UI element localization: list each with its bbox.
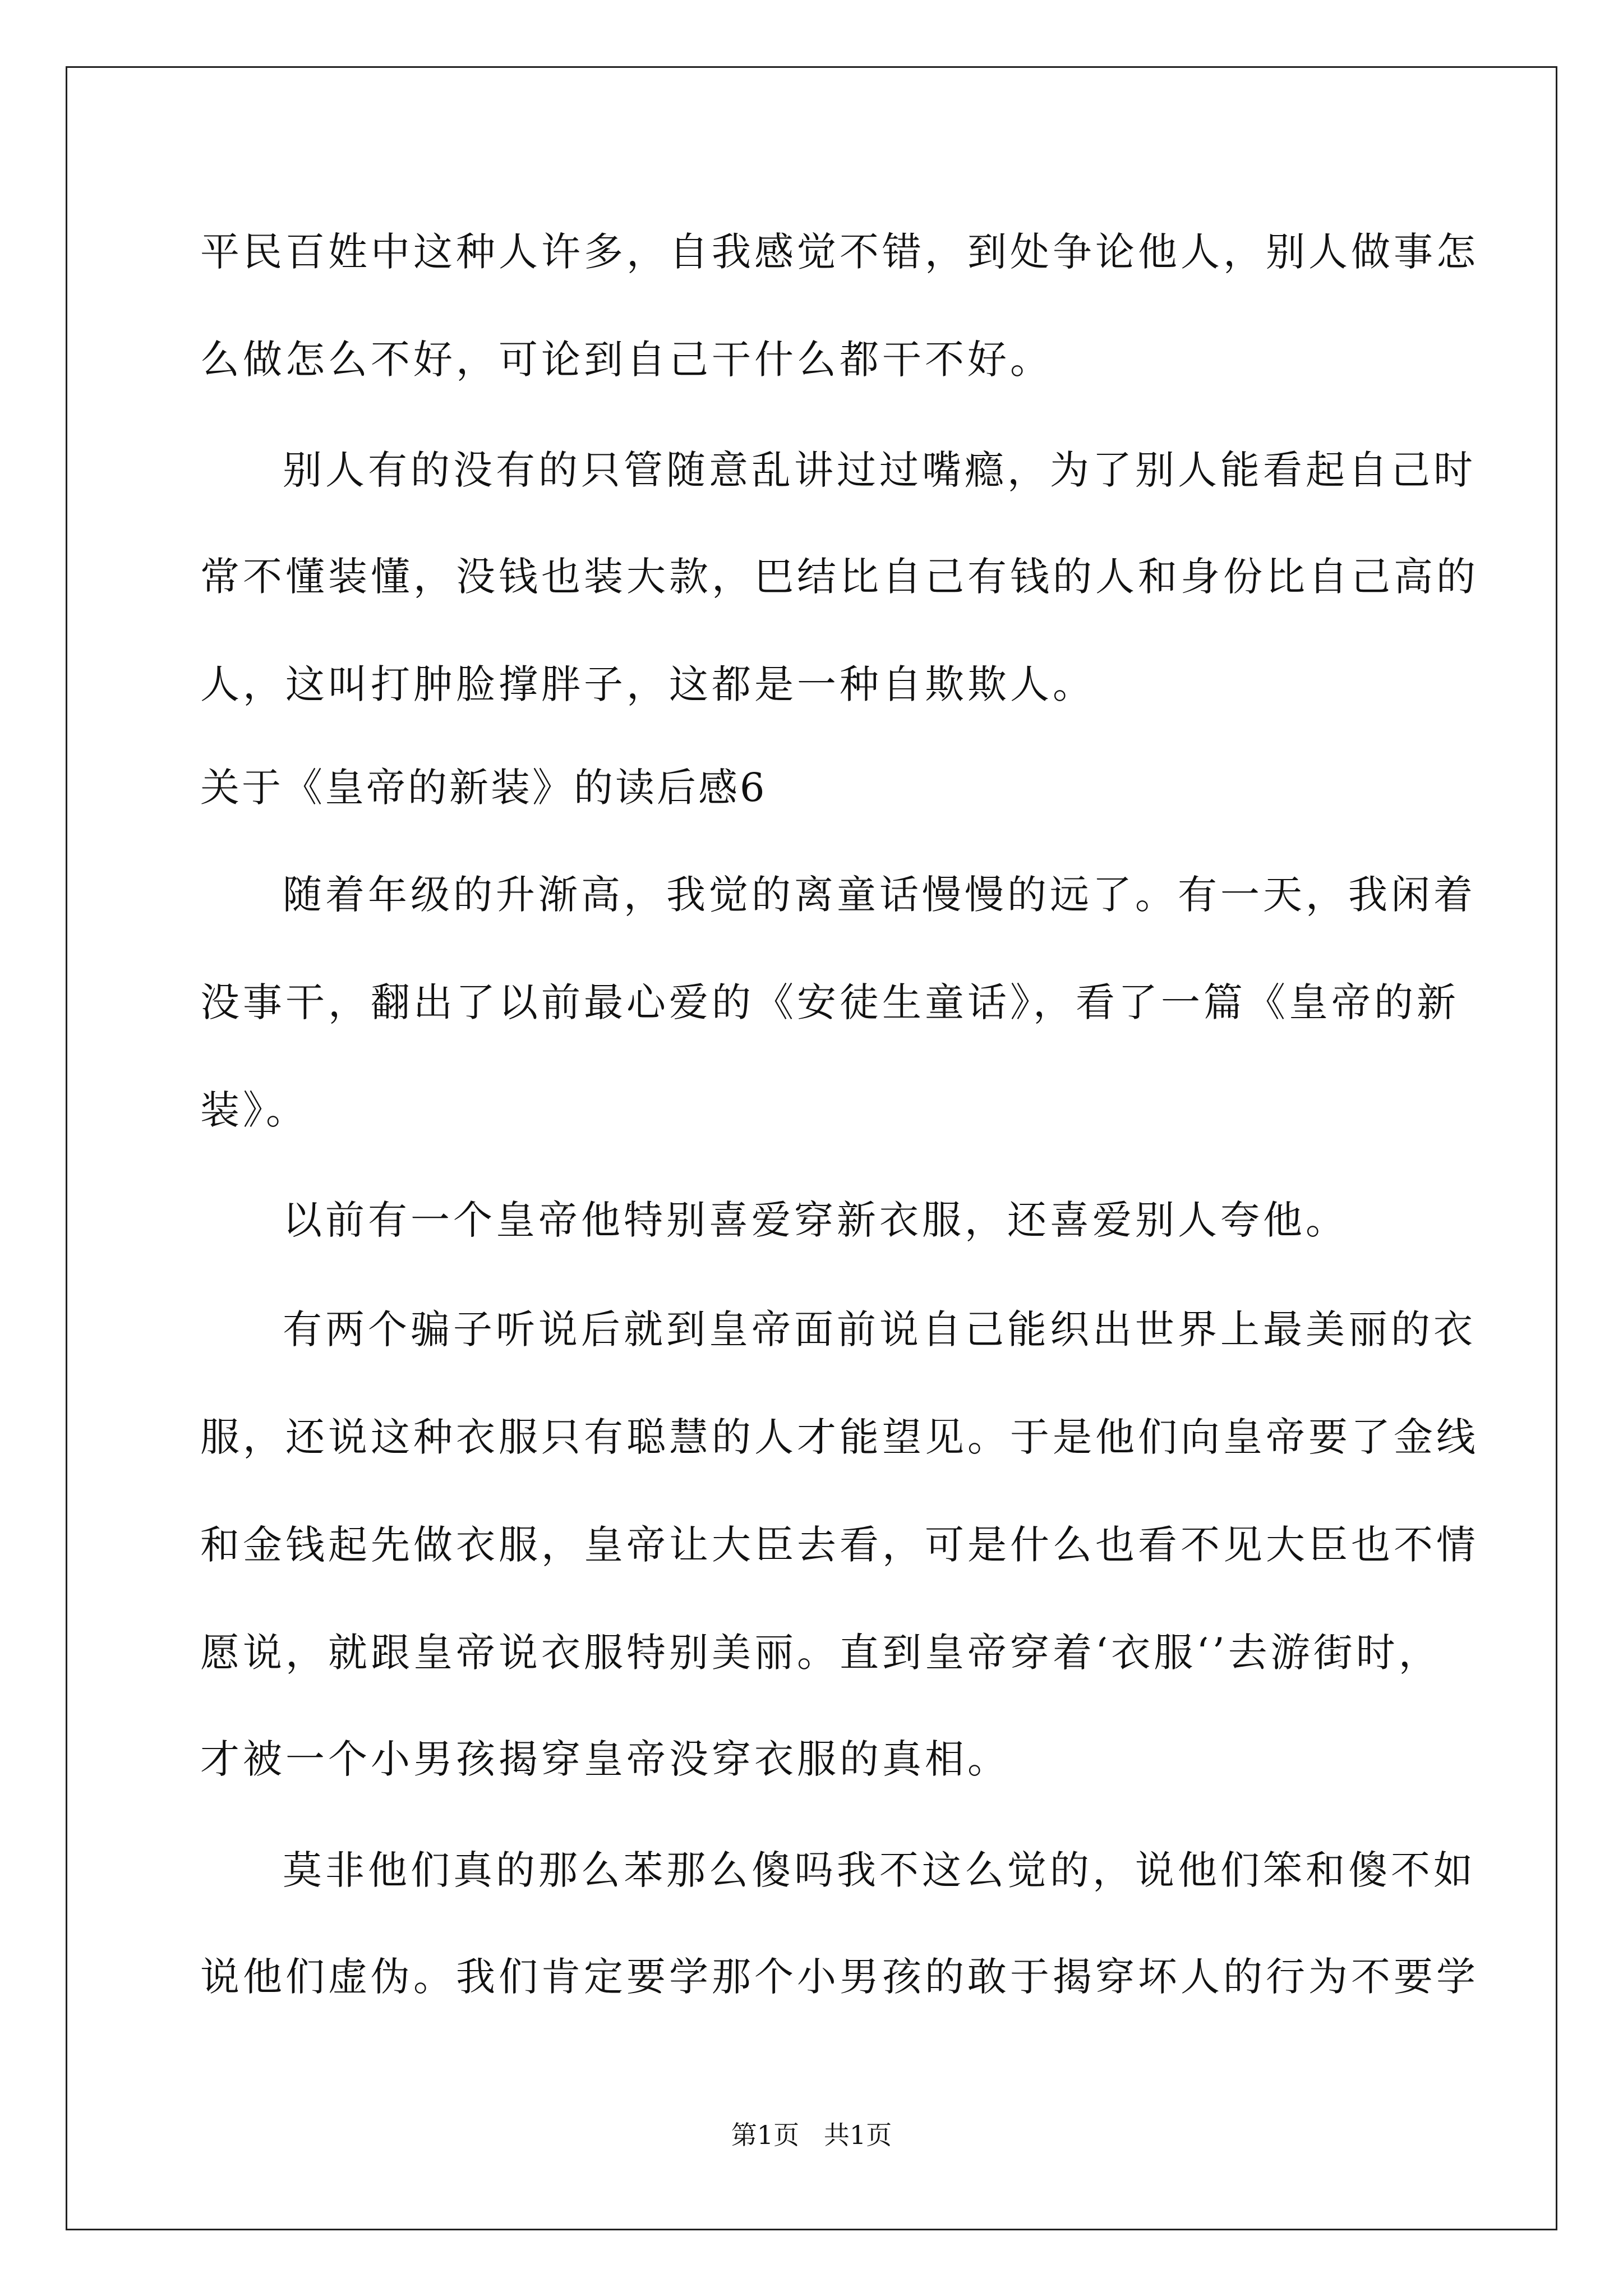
page-footer: 第1页 共1页 [731,2120,892,2150]
text-line: 常不懂装懂，没钱也装大款，巴结比自己有钱的人和身份比自己高的 [200,554,1479,600]
page-border [66,66,1557,2230]
text-line: 装》。 [200,1087,308,1133]
text-line: 和金钱起先做衣服，皇帝让大臣去看，可是什么也看不见大臣也不情 [200,1522,1479,1568]
text-line: 说他们虚伪。我们肯定要学那个小男孩的敢于揭穿坏人的行为不要学 [200,1954,1479,2000]
text-line: 才被一个小男孩揭穿皇帝没穿衣服的真相。 [200,1736,1010,1782]
text-line: 么做怎么不好，可论到自己干什么都干不好。 [200,337,1053,383]
text-line: 莫非他们真的那么苯那么傻吗我不这么觉的，说他们笨和傻不如 [283,1847,1476,1893]
text-line: 有两个骗子听说后就到皇帝面前说自己能织出世界上最美丽的衣 [283,1306,1476,1352]
text-line: 随着年级的升渐高，我觉的离童话慢慢的远了。有一天，我闲着 [283,872,1476,918]
text-line: 没事干，翻出了以前最心爱的《安徒生童话》，看了一篇《皇帝的新 [200,979,1459,1025]
text-line: 平民百姓中这种人许多，自我感觉不错，到处争论他人，别人做事怎 [200,229,1479,275]
text-line: 以前有一个皇帝他特别喜爱穿新衣服，还喜爱别人夸他。 [283,1197,1348,1243]
text-line: 别人有的没有的只管随意乱讲过过嘴瘾，为了别人能看起自己时 [283,447,1476,493]
text-line: 愿说，就跟皇帝说衣服特别美丽。直到皇帝穿着‘衣服‘’去游街时， [200,1630,1441,1676]
text-line: 服，还说这种衣服只有聪慧的人才能望见。于是他们向皇帝要了金线 [200,1414,1479,1460]
text-line: 人，这叫打肿脸撑胖子，这都是一种自欺欺人。 [200,661,1095,707]
section-heading: 关于《皇帝的新装》的读后感6 [200,765,767,811]
